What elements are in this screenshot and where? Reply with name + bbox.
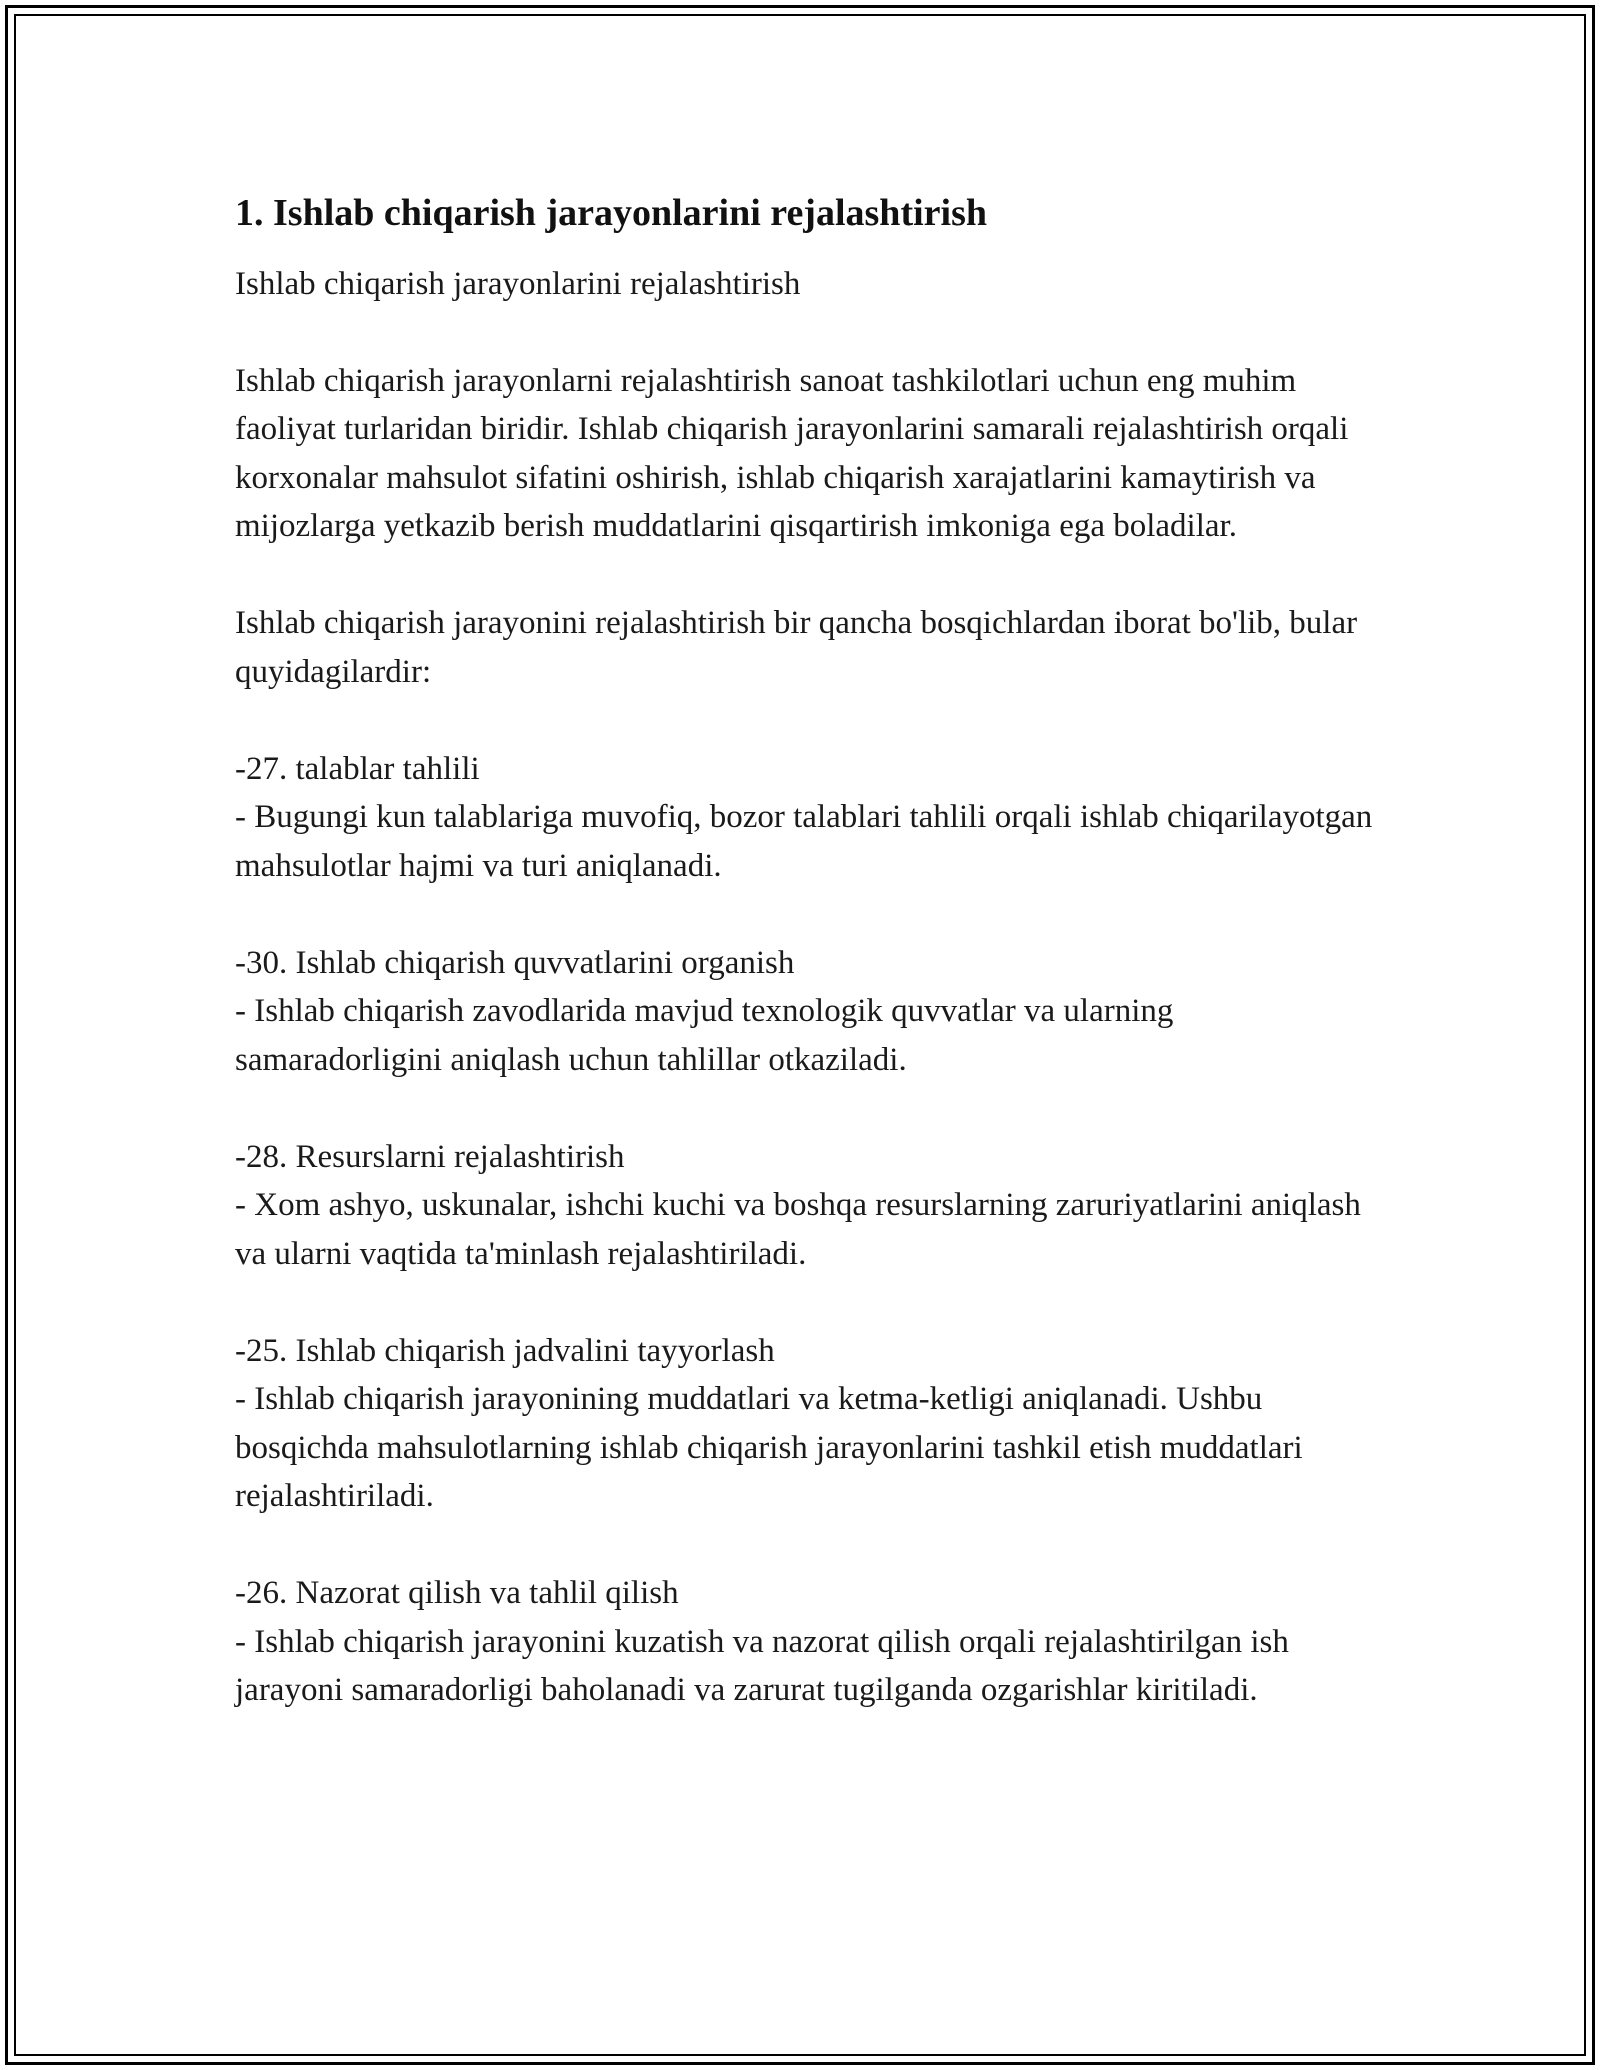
document-title: 1. Ishlab chiqarish jarayonlarini rejalashtirish xyxy=(235,192,988,234)
step-description: - Ishlab chiqarish zavodlarida mavjud texnologik quvvatlar va ularning samaradorligini aniqlash uchun tahlillar otkaziladi. xyxy=(235,993,1174,1078)
document-subtitle: Ishlab chiqarish jarayonlarini rejalashtirish xyxy=(235,266,801,302)
step-requirements-analysis xyxy=(235,745,1385,891)
step-description: - Bugungi kun talablariga muvofiq, bozor talablari tahlili orqali ishlab chiqarilayotgan mahsulotlar hajmi va turi aniqlanadi. xyxy=(235,799,1373,884)
step-heading: -30. Ishlab chiqarish quvvatlarini organish xyxy=(235,944,795,981)
step-capacity-study xyxy=(235,939,1385,1085)
step-control-analysis xyxy=(235,1569,1385,1715)
step-heading: -25. Ishlab chiqarish jadvalini tayyorlash xyxy=(235,1332,775,1369)
intro-paragraph: Ishlab chiqarish jarayonlarni rejalashtirish sanoat tashkilotlari uchun eng muhim faoliyat turlaridan biridir. Ishlab chiqarish jarayonlarini samarali rejalashtirish orqali korxonalar mahsulot sifatini oshirish, ishlab chiqarish xarajatlarini kamaytirish va mijozlarga yetkazib berish muddatlarini qisqartirish imkoniga ega boladilar. xyxy=(235,362,1349,544)
steps-intro-paragraph: Ishlab chiqarish jarayonini rejalashtirish bir qancha bosqichlardan iborat bo'lib, bular quyidagilardir: xyxy=(235,605,1358,690)
step-resource-planning xyxy=(235,1133,1385,1279)
step-heading: -28. Resurslarni rejalashtirish xyxy=(235,1138,625,1175)
step-heading: -26. Nazorat qilish va tahlil qilish xyxy=(235,1575,679,1611)
step-heading: -27. talablar tahlili xyxy=(235,750,480,787)
step-description: - Ishlab chiqarish jarayonini kuzatish va nazorat qilish orqali rejalashtirilgan ish jarayoni samaradorligi baholanadi va zarurat tugilganda ozgarishlar kiritiladi. xyxy=(235,1623,1289,1708)
step-schedule-preparation xyxy=(235,1327,1385,1521)
step-description: - Ishlab chiqarish jarayonining muddatlari va ketma-ketligi aniqlanadi. Ushbu bosqichda mahsulotlarning ishlab chiqarish jarayonlarini tashkil etish muddatlari rejalashtiriladi. xyxy=(235,1381,1303,1514)
step-description: - Xom ashyo, uskunalar, ishchi kuchi va boshqa resurslarning zaruriyatlarini aniqlash va ularni vaqtida ta'minlash rejalashtiriladi. xyxy=(235,1187,1361,1272)
document-body xyxy=(235,186,1385,1763)
